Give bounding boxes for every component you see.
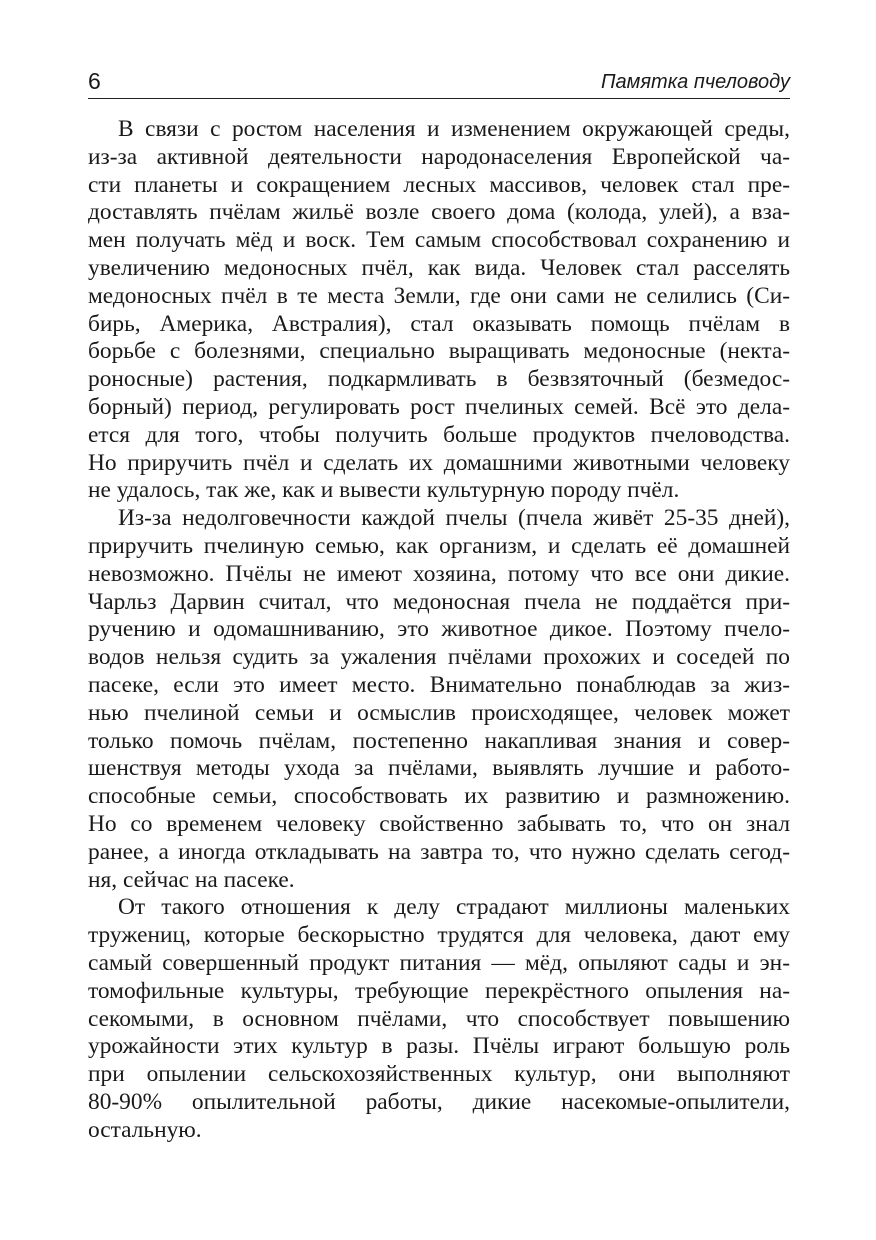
text-line: только помочь пчёлам, постепенно накапливая знания и совер- xyxy=(88,727,790,754)
text-line: Чарльз Дарвин считал, что медоносная пчела не поддаётся при- xyxy=(88,588,790,615)
text-line: От такого отношения к делу страдают миллионы маленьких xyxy=(118,894,790,921)
text-line: бирь, Америка, Австралия), стал оказывать помощь пчёлам в xyxy=(88,310,790,337)
text-line: остальную. xyxy=(88,1116,202,1143)
body-text xyxy=(88,116,790,1144)
text-line: увеличению медоносных пчёл, как вида. Человек стал расселять xyxy=(88,254,790,281)
text-line: ручению и одомашниванию, это животное дикое. Поэтому пчело- xyxy=(88,616,790,643)
text-line: не удалось, так же, как и вывести культурную породу пчёл. xyxy=(88,477,680,504)
text-line: пасеке, если это имеет место. Внимательно понаблюдав за жиз- xyxy=(88,671,790,698)
text-line: роносные) растения, подкармливать в безвзяточный (безмедос- xyxy=(88,366,790,393)
text-line: Из-за недолговечности каждой пчелы (пчела живёт 25-35 дней), xyxy=(118,505,790,532)
text-line: сти планеты и сокращением лесных массивов, человек стал пре- xyxy=(88,171,790,198)
text-line: 80-90% опылительной работы, дикие насекомые-опылители, xyxy=(88,1088,790,1115)
text-line: из-за активной деятельности народонаселения Европейской ча- xyxy=(88,143,790,170)
text-line: невозможно. Пчёлы не имеют хозяина, потому что все они дикие. xyxy=(88,560,790,587)
text-line: урожайности этих культур в разы. Пчёлы играют большую роль xyxy=(88,1033,790,1060)
text-line: нью пчелиной семьи и осмыслив происходящее, человек может xyxy=(88,699,790,726)
text-line: Но приручить пчёл и сделать их домашними животными человеку xyxy=(88,449,790,476)
text-line: приручить пчелиную семью, как организм, и сделать её домашней xyxy=(88,532,790,559)
text-line: доставлять пчёлам жильё возле своего дома (колода, улей), а вза- xyxy=(88,199,790,226)
page-number: 6 xyxy=(88,68,101,94)
text-line: медоносных пчёл в те места Земли, где они сами не селились (Си- xyxy=(88,282,790,309)
text-line: борный) период, регулировать рост пчелиных семей. Всё это дела- xyxy=(88,393,790,420)
paragraph-1 xyxy=(88,116,790,505)
text-line: ранее, а иногда откладывать на завтра то, что нужно сделать сегод- xyxy=(88,838,790,865)
paragraph-2 xyxy=(88,505,790,894)
text-line: томофильные культуры, требующие перекрёстного опыления на- xyxy=(88,977,790,1004)
text-line: тружениц, которые бескорыстно трудятся для человека, дают ему xyxy=(88,922,790,949)
text-line: В связи с ростом населения и изменением окружающей среды, xyxy=(118,116,790,142)
text-line: мен получать мёд и воск. Тем самым способствовал сохранению и xyxy=(88,227,790,254)
text-line: ня, сейчас на пасеке. xyxy=(88,866,295,893)
text-line: способные семьи, способствовать их развитию и размножению. xyxy=(88,783,790,810)
text-line: при опылении сельскохозяйственных культур, они выполняют xyxy=(88,1061,790,1088)
text-line: ется для того, чтобы получить больше продуктов пчеловодства. xyxy=(88,421,790,448)
running-title: Памятка пчеловоду xyxy=(601,71,790,93)
text-line: самый совершенный продукт питания — мёд, опыляют сады и эн- xyxy=(88,949,790,976)
text-line: водов нельзя судить за ужаления пчёлами прохожих и соседей по xyxy=(88,644,790,671)
text-line: секомыми, в основном пчёлами, что способствует повышению xyxy=(88,1005,790,1032)
text-line: Но со временем человеку свойственно забывать то, что он знал xyxy=(88,810,790,837)
paragraph-3 xyxy=(88,894,790,1144)
text-line: шенствуя методы ухода за пчёлами, выявлять лучшие и работо- xyxy=(88,755,790,782)
running-header xyxy=(88,64,790,99)
text-line: борьбе с болезнями, специально выращивать медоносные (некта- xyxy=(88,338,790,365)
